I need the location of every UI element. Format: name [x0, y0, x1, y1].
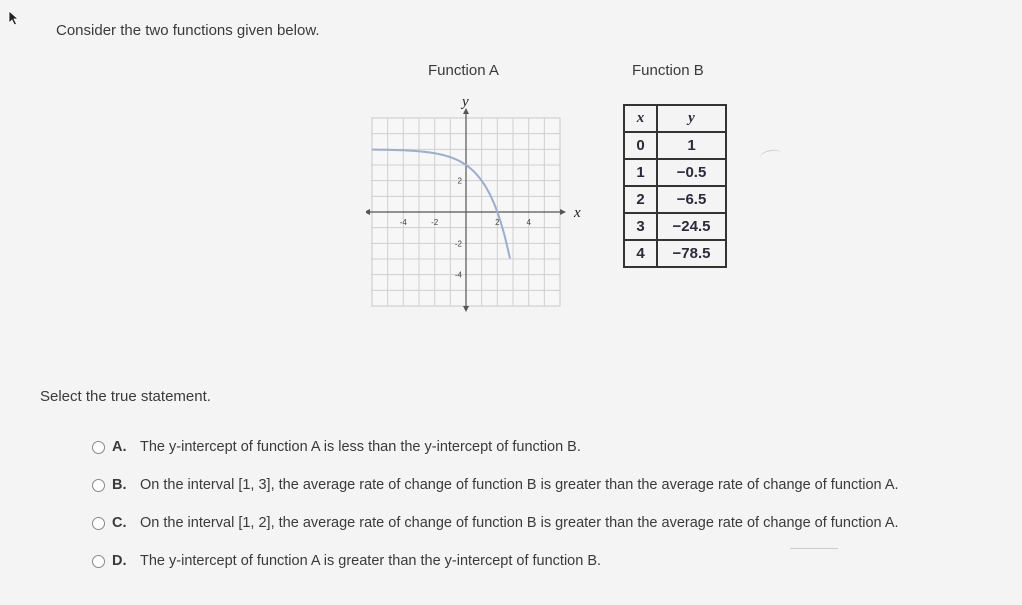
- select-prompt: Select the true statement.: [40, 388, 211, 405]
- table-row: [624, 132, 726, 159]
- function-a-graph: [366, 96, 586, 312]
- table-header-x: x: [624, 105, 657, 132]
- x-tick-label: 4: [526, 218, 531, 227]
- table-cell-y: −78.5: [657, 240, 726, 267]
- radio-button-icon[interactable]: [92, 441, 105, 454]
- option-a[interactable]: [92, 436, 899, 458]
- radio-button-icon[interactable]: [92, 555, 105, 568]
- option-d[interactable]: [92, 550, 899, 572]
- y-axis-arrow-icon: [463, 306, 469, 312]
- table-row: [624, 240, 726, 267]
- x-tick-label: 2: [495, 218, 500, 227]
- option-text: On the interval [1, 2], the average rate of change of function B is greater than the average rate of change of function A.: [140, 515, 899, 531]
- table-cell-x: 0: [624, 132, 657, 159]
- option-c[interactable]: [92, 512, 899, 534]
- x-axis-label: x: [574, 205, 581, 221]
- x-tick-label: -4: [399, 218, 407, 227]
- mouse-pointer-icon: [8, 10, 20, 26]
- table-cell-y: 1: [657, 132, 726, 159]
- table-cell-x: 3: [624, 213, 657, 240]
- table-row: [624, 186, 726, 213]
- y-tick-label: -4: [454, 270, 462, 280]
- option-letter: A.: [112, 439, 127, 455]
- question-prompt: Consider the two functions given below.: [56, 22, 320, 39]
- option-b[interactable]: [92, 474, 899, 496]
- option-letter: C.: [112, 515, 127, 531]
- function-a-title: Function A: [428, 62, 499, 79]
- table-cell-y: −6.5: [657, 186, 726, 213]
- table-row: [624, 213, 726, 240]
- table-header-row: [624, 105, 726, 132]
- radio-button-icon[interactable]: [92, 479, 105, 492]
- answer-options: [92, 436, 899, 588]
- option-text: The y-intercept of function A is less than the y-intercept of function B.: [140, 439, 581, 455]
- option-letter: B.: [112, 477, 127, 493]
- x-axis-arrow-icon: [560, 209, 566, 215]
- option-letter: D.: [112, 553, 127, 569]
- option-text: On the interval [1, 3], the average rate of change of function B is greater than the average rate of change of function A.: [140, 477, 899, 493]
- y-tick-label: -2: [454, 239, 462, 249]
- option-text: The y-intercept of function A is greater than the y-intercept of function B.: [140, 553, 602, 569]
- table-cell-x: 1: [624, 159, 657, 186]
- x-tick-label: -2: [431, 218, 439, 227]
- function-b-title: Function B: [632, 62, 704, 79]
- radio-button-icon[interactable]: [92, 517, 105, 530]
- function-b-table: [623, 104, 727, 268]
- table-cell-x: 4: [624, 240, 657, 267]
- table-row: [624, 159, 726, 186]
- table-cell-y: −24.5: [657, 213, 726, 240]
- table-cell-x: 2: [624, 186, 657, 213]
- x-axis-arrow-icon: [366, 209, 370, 215]
- y-tick-label: 2: [457, 176, 462, 186]
- table-header-y: y: [657, 105, 726, 132]
- decorative-mark: [759, 148, 783, 163]
- y-axis-label: y: [462, 96, 469, 110]
- table-cell-y: −0.5: [657, 159, 726, 186]
